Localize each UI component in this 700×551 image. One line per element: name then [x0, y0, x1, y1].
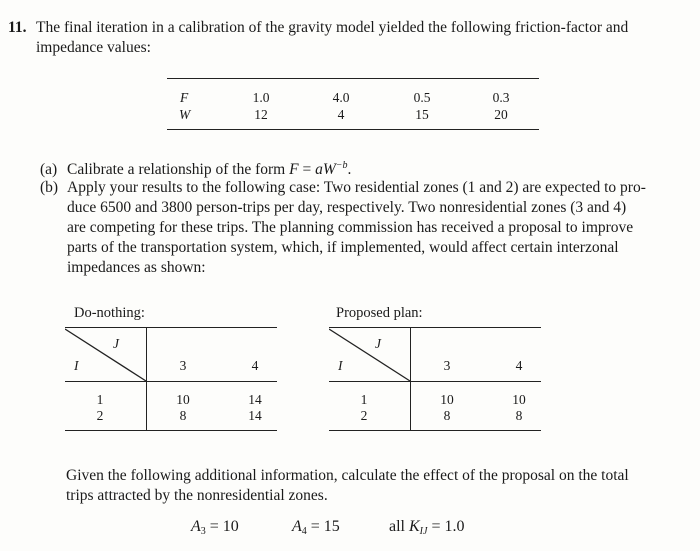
- table-cell: 10: [176, 392, 190, 407]
- final-line-1: Given the following additional information, calculate the effect of the proposal on the total: [66, 467, 629, 484]
- table-cell: 12: [254, 107, 268, 122]
- part-b-line: parts of the transportation system, which, if implemented, would affect certain interzonal: [67, 239, 619, 256]
- problem-number: 11.: [8, 19, 27, 36]
- table-row: [167, 90, 539, 106]
- formula-aw: aW: [315, 161, 336, 178]
- row-zone: 1: [96, 392, 104, 407]
- row-zone: 1: [360, 392, 368, 407]
- row-label-f: F: [180, 90, 189, 105]
- intro-line-1: The final iteration in a calibration of the gravity model yielded the following friction-factor and: [36, 19, 629, 36]
- row-header-i: I: [74, 358, 79, 373]
- part-b: [40, 178, 670, 278]
- do-nothing-title: Do-nothing:: [74, 305, 145, 321]
- table-cell: 0.5: [413, 90, 431, 105]
- col-label: 4: [515, 358, 523, 373]
- do-nothing-table: [65, 327, 277, 433]
- part-b-body: [67, 178, 667, 278]
- table-cell: 15: [415, 107, 429, 122]
- row-zone: 2: [360, 408, 368, 423]
- part-b-line: Apply your results to the following case: Two residential zones (1 and 2) are expected to pro-: [67, 179, 646, 196]
- table-cell: 1.0: [252, 90, 270, 105]
- table-cell: 8: [179, 408, 187, 423]
- col-header-j: J: [113, 336, 119, 351]
- col-label: 3: [443, 358, 451, 373]
- part-a-text: Calibrate a relationship of the form: [67, 161, 286, 178]
- equation-k: all $K_{IJ} = 1.0$: [389, 518, 465, 537]
- col-label: 4: [251, 358, 259, 373]
- formula-f: F: [289, 161, 299, 178]
- equation-a4: $A_4 = 15$: [292, 518, 340, 537]
- col-label: 3: [179, 358, 187, 373]
- table-cell: 20: [494, 107, 508, 122]
- part-a-tag: (a): [40, 161, 58, 178]
- table-cell: 10: [440, 392, 454, 407]
- intro-line-2: impedance values:: [36, 39, 151, 56]
- row-header-i: I: [338, 358, 343, 373]
- problem-statement: [8, 18, 668, 58]
- part-b-line: duce 6500 and 3800 person-trips per day, respectively. Two nonresidential zones (3 and 4): [67, 199, 627, 216]
- table-cell: 4: [337, 107, 345, 122]
- table-cell: 10: [512, 392, 526, 407]
- final-line-2: trips attracted by the nonresidential zones.: [66, 487, 328, 504]
- proposed-plan-table: [329, 327, 541, 433]
- table-cell: 14: [248, 408, 262, 423]
- table-cell: 8: [515, 408, 523, 423]
- col-header-j: J: [375, 336, 381, 351]
- final-instructions: [66, 466, 666, 506]
- part-b-tag: (b): [40, 179, 59, 196]
- table-cell: 0.3: [492, 90, 510, 105]
- part-b-line: are competing for these trips. The planning commission has received a proposal to improve: [67, 219, 634, 236]
- table-cell: 8: [443, 408, 451, 423]
- row-zone: 2: [96, 408, 104, 423]
- formula-end: .: [347, 161, 352, 178]
- formula-exp: −b: [335, 160, 348, 171]
- equation-a3: $A_3 = 10$: [191, 518, 239, 537]
- formula-eq: =: [298, 161, 316, 178]
- table-cell: 14: [248, 392, 262, 407]
- friction-factor-table: [167, 78, 539, 130]
- row-label-w: W: [179, 107, 191, 122]
- diagonal-divider: [65, 327, 147, 383]
- part-a: [40, 156, 670, 180]
- table-row: [167, 107, 539, 123]
- part-b-line: impedances as shown:: [67, 259, 206, 276]
- table-cell: 4.0: [332, 90, 350, 105]
- diagonal-divider: [329, 327, 411, 383]
- proposed-plan-title: Proposed plan:: [336, 305, 423, 321]
